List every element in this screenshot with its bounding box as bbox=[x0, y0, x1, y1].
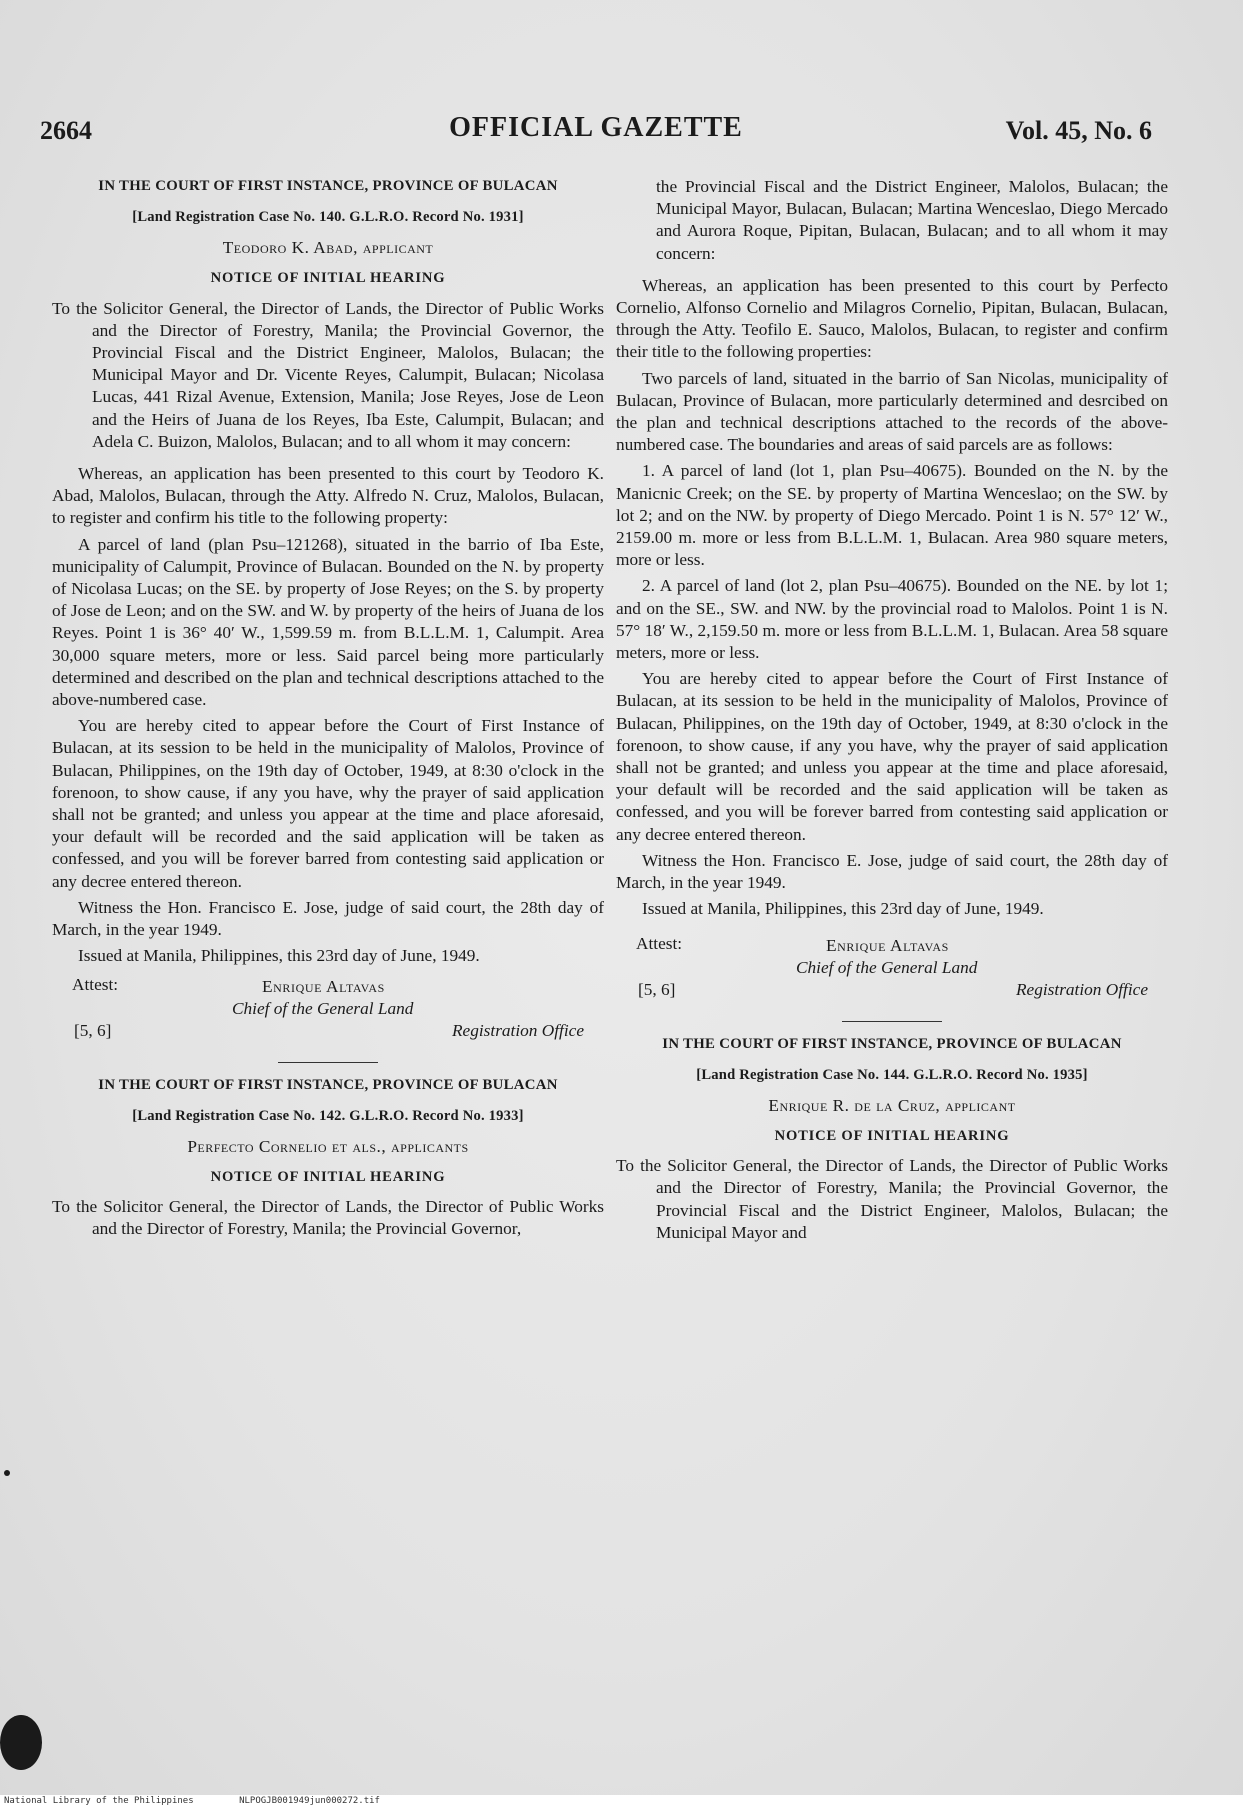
notice-case-142 bbox=[52, 1077, 604, 1241]
case-reference: [Land Registration Case No. 142. G.L.R.O. Record No. 1933] bbox=[132, 1107, 524, 1124]
body-paragraph: 2. A parcel of land (lot 2, plan Psu–40675). Bounded on the NE. by lot 1; and on the SE., SW. and NW. by the provincial road to Malolos. Point 1 is N. 57° 18′ W., 2,159.50 m. more or less from B.L.L.M. 1, Bulacan. Area 58 square meters, more or less. bbox=[616, 576, 1168, 663]
address-paragraph: To the Solicitor General, the Director of Lands, the Director of Public Works and the Director of Forestry, Manila; the Provincial Governor, the Provincial Fiscal and the District Engineer, Malolos, Bulacan; the Municipal Mayor and Dr. Vicente Reyes, Calumpit, Bulacan; Nicolasa Lucas, 441 Rizal Avenue, Extension, Manila; Jose Reyes, Jose de Leon and the Heirs of Juana de los Reyes, Iba Este, Calumpit, Bulacan; and Adela C. Buizon, Malolos, Bulacan; and to all whom it may concern: bbox=[52, 298, 604, 451]
notice-title: NOTICE OF INITIAL HEARING bbox=[210, 1168, 446, 1185]
section-divider bbox=[842, 1021, 942, 1022]
notice-case-140 bbox=[52, 178, 604, 1044]
address-paragraph: To the Solicitor General, the Director of Lands, the Director of Public Works and the Director of Forestry, Manila; the Provincial Governor, bbox=[52, 1197, 604, 1239]
right-column bbox=[616, 176, 1168, 1244]
attestation-block bbox=[52, 974, 604, 1044]
body-paragraph: 1. A parcel of land (lot 1, plan Psu–40675). Bounded on the N. by the Manicnic Creek; on the SE. by property of Martina Wenceslao; on the SW. by lot 2; and on the NW. by property of Diego Mercado. Point 1 is N. 57° 12′ W., 2159.00 m. more or less from B.L.L.M. 1, Bulacan. Area 980 square meters, more or less. bbox=[616, 461, 1168, 570]
notice-title: NOTICE OF INITIAL HEARING bbox=[210, 270, 446, 287]
scan-footer bbox=[0, 1795, 1243, 1808]
case-reference: [Land Registration Case No. 144. G.L.R.O. Record No. 1935] bbox=[696, 1066, 1088, 1083]
body-paragraph: You are hereby cited to appear before the Court of First Instance of Bulacan, at its session to be held in the municipality of Malolos, Province of Bulacan, Philippines, on the 19th day of October, 1949, at 8:30 o'clock in the forenoon, to show cause, if any you have, why the prayer of said application shall not be granted; and unless you appear at the time and place aforesaid, your default will be recorded and the said application will be taken as confessed, and you will be forever barred from contesting said application or any decree entered thereon. bbox=[616, 669, 1168, 844]
section-divider bbox=[278, 1062, 378, 1063]
page-number: 2664 bbox=[40, 116, 92, 145]
body-paragraph: Two parcels of land, situated in the barrio of San Nicolas, municipality of Bulacan, Province of Bulacan, more particularly determined and desrcibed on the plan and technical descriptions attached to the records of the above-numbered case. The boundaries and areas of said parcels are as follows: bbox=[616, 368, 1168, 455]
applicant-line: Enrique R. de la Cruz, applicant bbox=[768, 1095, 1016, 1115]
attest-label: Attest: bbox=[636, 933, 683, 953]
notice-title: NOTICE OF INITIAL HEARING bbox=[774, 1127, 1010, 1144]
attest-title-line-1: Chief of the General Land bbox=[796, 957, 978, 977]
body-paragraph: Witness the Hon. Francisco E. Jose, judge of said court, the 28th day of March, in the year 1949. bbox=[52, 897, 604, 940]
attest-label: Attest: bbox=[72, 974, 119, 994]
court-heading: IN THE COURT OF FIRST INSTANCE, PROVINCE OF BULACAN bbox=[98, 178, 558, 194]
body-paragraph: Issued at Manila, Philippines, this 23rd day of June, 1949. bbox=[78, 946, 480, 966]
court-heading: IN THE COURT OF FIRST INSTANCE, PROVINCE OF BULACAN bbox=[98, 1076, 558, 1093]
address-continuation: the Provincial Fiscal and the District Engineer, Malolos, Bulacan; the Municipal Mayor, Bulacan, Bulacan; Martina Wenceslao, Diego Mercado and Aurora Roque, Pipitan, Bulacan, Bulacan; and to all whom it may concern: bbox=[656, 177, 1168, 263]
left-column bbox=[52, 178, 604, 1241]
attest-title-line-1: Chief of the General Land bbox=[232, 998, 414, 1018]
scan-filename: NLPOGJB001949jun000272.tif bbox=[239, 1796, 380, 1806]
body-paragraph: A parcel of land (plan Psu–121268), situated in the barrio of Iba Este, municipality of Calumpit, Province of Bulacan. Bounded on the N. by property of Nicolasa Lucas; on the SE. by property of Jose Reyes; on the S. by property of Jose de Leon; and on the SW. and W. by property of the heirs of Juana de los Reyes. Point 1 is 36° 40′ W., 1,599.59 m. from B.L.L.M. 1, Calumpit. Area 30,000 square meters, more or less. Said parcel being more particularly determined and described on the plan and technical descriptions attached to the above-numbered case. bbox=[52, 534, 604, 710]
applicant-line: Perfecto Cornelio et als., applicants bbox=[187, 1136, 469, 1156]
attest-title-line-2: Registration Office bbox=[452, 1020, 584, 1040]
attestation-block bbox=[616, 933, 1168, 1003]
scan-speck bbox=[4, 1470, 10, 1476]
scan-ink-smudge bbox=[0, 1715, 42, 1770]
volume-number: Vol. 45, No. 6 bbox=[1005, 116, 1152, 145]
address-paragraph: To the Solicitor General, the Director of Lands, the Director of Public Works and the Director of Forestry, Manila; the Provincial Governor, the Provincial Fiscal and the District Engineer, Malolos, Bulacan; the Municipal Mayor and bbox=[616, 1156, 1168, 1242]
body-paragraph: Issued at Manila, Philippines, this 23rd day of June, 1949. bbox=[642, 899, 1044, 919]
case-reference: [Land Registration Case No. 140. G.L.R.O. Record No. 1931] bbox=[132, 209, 524, 225]
page-header bbox=[40, 112, 1152, 152]
applicant-line: Teodoro K. Abad, applicant bbox=[222, 238, 434, 258]
court-heading: IN THE COURT OF FIRST INSTANCE, PROVINCE OF BULACAN bbox=[662, 1035, 1122, 1052]
body-paragraph: You are hereby cited to appear before the Court of First Instance of Bulacan, at its session to be held in the municipality of Malolos, Province of Bulacan, Philippines, on the 19th day of October, 1949, at 8:30 o'clock in the forenoon, to show cause, if any you have, why the prayer of said application shall not be granted; and unless you appear at the time and place aforesaid, your default will be recorded and the said application will be taken as confessed, and you will be forever barred from contesting said application or any decree entered thereon. bbox=[52, 716, 604, 891]
attest-name: Enrique Altavas bbox=[262, 976, 385, 996]
publication-title: OFFICIAL GAZETTE bbox=[449, 112, 743, 143]
filing-reference: [5, 6] bbox=[74, 1020, 112, 1040]
body-paragraph: Whereas, an application has been presented to this court by Perfecto Cornelio, Alfonso Cornelio and Milagros Cornelio, Pipitan, Bulacan, Bulacan, through the Atty. Teofilo E. Sauco, Malolos, Bulacan, to register and confirm their title to the following properties: bbox=[616, 275, 1168, 362]
notice-case-144 bbox=[616, 1036, 1168, 1244]
attest-name: Enrique Altavas bbox=[826, 935, 949, 955]
body-paragraph: Witness the Hon. Francisco E. Jose, judge of said court, the 28th day of March, in the year 1949. bbox=[616, 850, 1168, 893]
filing-reference: [5, 6] bbox=[638, 979, 676, 999]
library-credit: National Library of the Philippines bbox=[4, 1796, 194, 1806]
body-paragraph: Whereas, an application has been presented to this court by Teodoro K. Abad, Malolos, Bulacan, through the Atty. Alfredo N. Cruz, Malolos, Bulacan, to register and confirm his title to the following property: bbox=[52, 464, 604, 528]
attest-title-line-2: Registration Office bbox=[1016, 979, 1148, 999]
